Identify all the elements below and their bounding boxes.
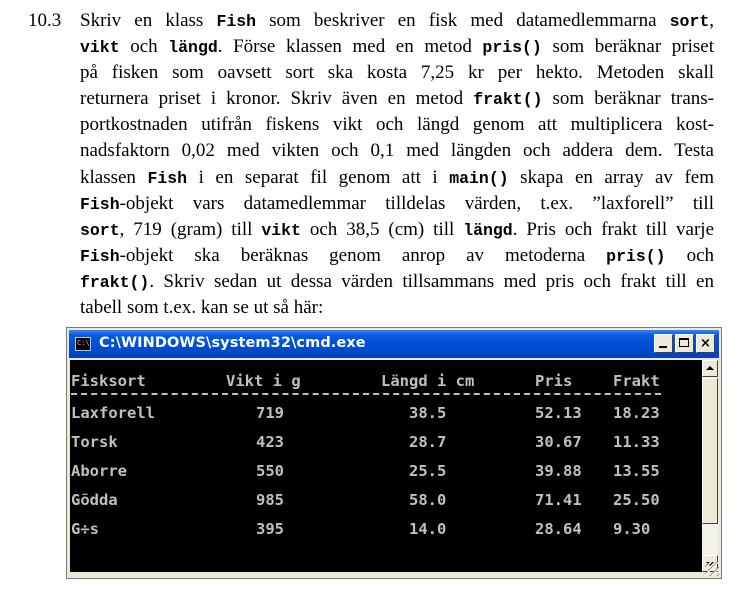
text-line [80,295,714,321]
cell-langd: 14.0 [409,520,447,538]
text-run: portkostnaden utifrån fiskens vikt och längd genom att multiplicera kost- [80,114,714,136]
cell-fisksort: Torsk [71,433,118,451]
text-line [80,217,714,243]
cell-langd: 38.5 [409,404,447,422]
table-row [70,433,702,453]
text-run: nadsfaktorn 0,02 med vikten och 0,1 med längden och addera dem. Testa [80,140,714,162]
text-run: klassen [80,166,148,188]
cell-pris: 28.64 [535,520,582,538]
exercise-text [80,8,714,321]
text-run: , 719 (gram) till [119,218,262,240]
header-fisksort: Fisksort [71,372,146,390]
text-run: och [665,244,714,266]
cell-pris: 71.41 [535,491,582,509]
text-run: som beräknar priset [541,36,714,58]
cell-pris: 52.13 [535,404,582,422]
text-line [80,8,714,34]
code-term: längd [168,38,218,58]
text-run: och 38,5 (cm) till [300,218,464,240]
text-run: som beskriver en fisk med datamedlemmarna [256,10,670,31]
code-term: Fish [216,12,257,31]
cell-langd: 28.7 [409,433,447,451]
cell-frakt: 9.30 [613,520,651,538]
text-line [80,34,714,60]
code-term: frakt() [473,90,543,110]
cell-fisksort: Aborre [71,462,127,480]
text-run: returnera priset i kronor. Skriv även en metod [80,88,474,110]
text-line [80,269,714,295]
cell-fisksort: Gõdda [71,491,118,509]
text-run: tabell som t.ex. kan se ut så här: [80,297,324,319]
text-line [80,86,714,112]
cell-vikt: 719 [256,404,284,422]
table-row [70,491,702,511]
resize-grip[interactable] [705,562,719,576]
code-term: sort [669,12,710,31]
text-run: . Pris och frakt till varje [512,218,714,240]
minimize-button[interactable] [654,334,673,353]
code-term: vikt [80,38,120,58]
cell-fisksort: G÷s [71,520,99,538]
cmd-window[interactable] [66,327,722,579]
text-line [80,165,714,191]
text-line [80,60,714,86]
text-line [80,191,714,217]
header-frakt: Frakt [613,372,660,390]
cell-langd: 25.5 [409,462,447,480]
cell-vikt: 550 [256,462,284,480]
code-term: pris() [482,38,542,58]
code-term: Fish [80,194,120,214]
header-vikt: Vikt i g [226,372,301,390]
code-term: pris() [606,246,666,266]
text-run: Skriv en klass [80,10,217,31]
code-term: main() [449,168,509,188]
code-term: vikt [261,220,301,240]
window-title: C:\WINDOWS\system32\cmd.exe [99,335,366,351]
cell-frakt: 25.50 [613,491,660,509]
text-line [80,243,714,269]
cmd-icon[interactable] [75,337,91,351]
text-run: på fisken som oavsett sort ska kosta 7,25 kr per hekto. Metoden skall [80,62,714,84]
text-run: som beräknar trans- [542,88,714,110]
maximize-button[interactable] [675,334,694,353]
text-run: i en separat fil genom att i [187,166,450,188]
cmd-icon-text: C:\ [77,339,90,347]
code-term: längd [463,220,513,240]
cell-frakt: 18.23 [613,404,660,422]
code-term: sort [80,220,120,240]
cell-fisksort: Laxforell [71,404,155,422]
header-pris: Pris [535,372,573,390]
header-separator [71,393,661,395]
code-term: frakt() [80,272,150,292]
text-run: , [709,10,714,31]
table-row [70,404,702,424]
text-line [80,138,714,164]
table-row [70,520,702,540]
text-run: . Förse klassen med en metod [217,36,483,58]
cell-frakt: 11.33 [613,433,660,451]
close-icon: × [700,336,711,351]
code-term: Fish [80,246,120,266]
table-header [70,372,702,392]
cell-vikt: 985 [256,491,284,509]
table-row [70,462,702,482]
exercise-number: 10.3 [28,10,62,31]
cell-vikt: 395 [256,520,284,538]
maximize-icon [679,338,689,347]
cell-langd: 58.0 [409,491,447,509]
text-run: och [119,36,169,58]
title-bar[interactable] [69,330,719,358]
text-run: -objekt vars datamedlemmar tilldelas värden, t.ex. ”laxforell” till [119,192,714,214]
minimize-icon [659,346,667,348]
scroll-up-button[interactable] [702,360,718,377]
cell-pris: 30.67 [535,433,582,451]
text-line [80,112,714,138]
text-run: skapa en array av fem [508,166,714,188]
text-run: -objekt ska beräknas genom anrop av metoderna [119,244,607,266]
cell-vikt: 423 [256,433,284,451]
code-term: Fish [147,168,188,188]
header-langd: Längd i cm [381,372,475,390]
cell-frakt: 13.55 [613,462,660,480]
vertical-scrollbar[interactable] [702,360,718,572]
scroll-thumb[interactable] [702,378,718,524]
console-output[interactable] [70,360,702,572]
text-run: . Skriv sedan ut dessa värden tillsammans med pris och frakt till en [149,270,714,292]
close-button[interactable] [696,334,715,353]
cell-pris: 39.88 [535,462,582,480]
console-bottom-edge [70,573,702,577]
